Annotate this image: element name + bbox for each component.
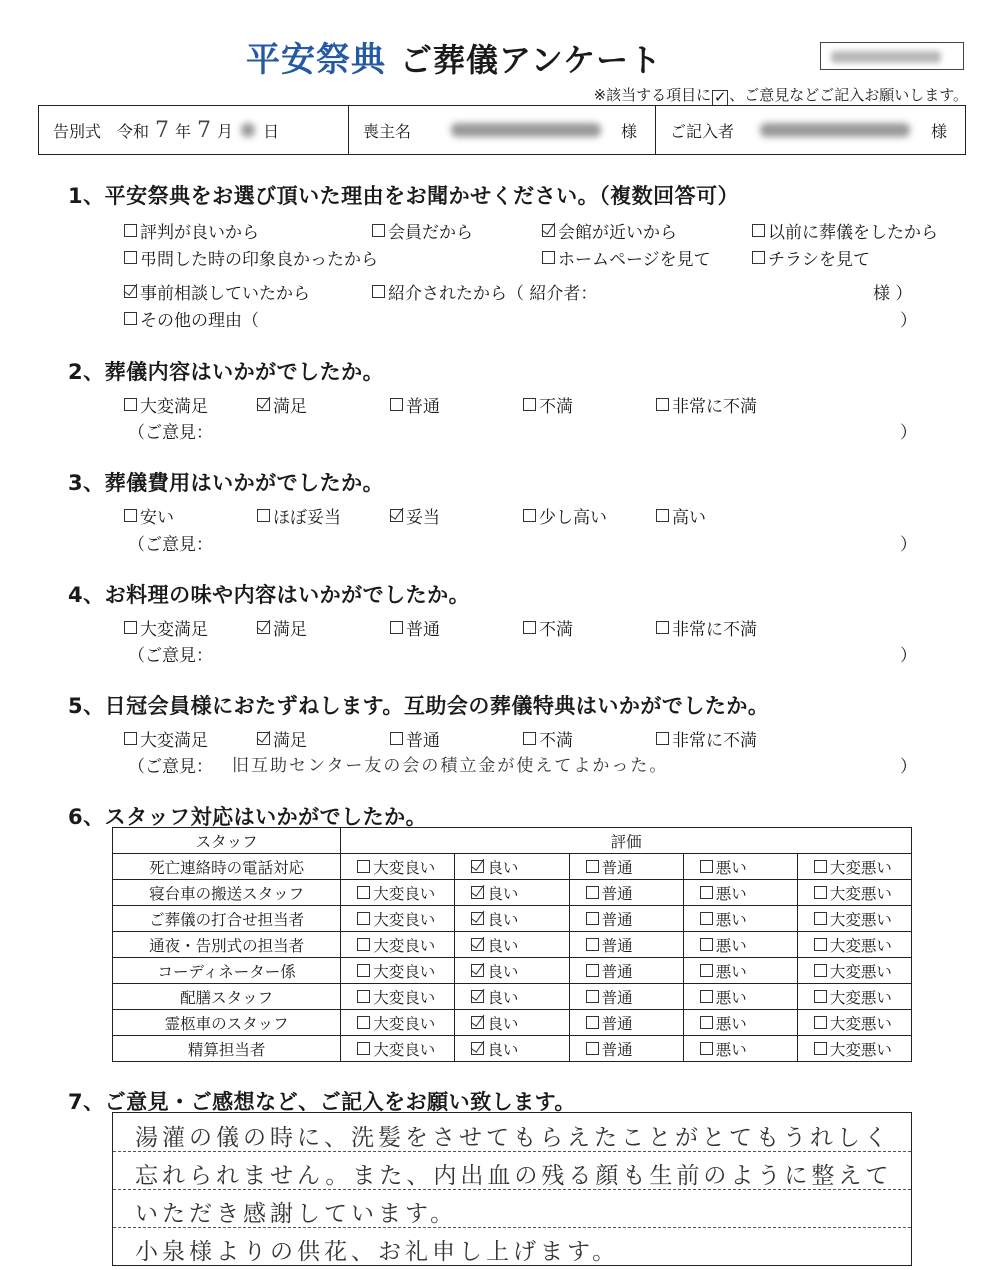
table-row xyxy=(113,1010,912,1036)
q4-close-paren: ） xyxy=(900,646,917,666)
q1-option-previous-funeral[interactable]: 以前に葬儀をしたから xyxy=(752,218,938,243)
q3-option-slightly-expensive[interactable]: 少し高い xyxy=(523,503,607,528)
rating-option[interactable] xyxy=(569,880,683,906)
checkbox[interactable] xyxy=(471,912,484,925)
checkbox[interactable] xyxy=(523,732,536,745)
q1-option-referral[interactable]: 紹介されたから（ 紹介者： xyxy=(372,279,597,304)
rating-option[interactable] xyxy=(683,906,797,932)
rating-label: 普通 xyxy=(601,1014,633,1033)
chief-mourner-cell: 喪主名 様 xyxy=(349,106,656,154)
q3-option-expensive[interactable]: 高い xyxy=(656,503,706,528)
q5-opinion-label: （ご意見： xyxy=(128,757,213,777)
checkbox[interactable] xyxy=(586,990,599,1003)
checkbox[interactable] xyxy=(586,886,599,899)
q4-option-very-dissatisfied[interactable]: 非常に不満 xyxy=(656,615,757,640)
checkbox[interactable] xyxy=(357,912,370,925)
checkbox[interactable] xyxy=(814,964,827,977)
q5-option-satisfied[interactable]: 満足 xyxy=(257,726,307,751)
checkbox[interactable] xyxy=(124,251,137,264)
comment-line-2: 忘れられません。また、内出血の残る顔も生前のように整えて xyxy=(135,1163,893,1189)
rating-option[interactable] xyxy=(797,932,911,958)
rating-option[interactable] xyxy=(341,880,455,906)
rating-label: 大変良い xyxy=(373,988,436,1007)
rating-label: 良い xyxy=(487,962,519,981)
rating-option[interactable] xyxy=(797,906,911,932)
rating-label: 大変悪い xyxy=(829,858,892,877)
comment-line-3: いただき感謝しています。 xyxy=(135,1201,458,1227)
q5-option-normal[interactable]: 普通 xyxy=(390,726,440,751)
q2-title: 2、葬儀内容はいかがでしたか。 xyxy=(68,360,385,384)
table-row xyxy=(113,854,912,880)
checkbox[interactable] xyxy=(257,732,270,745)
staff-role: ご葬儀の打合せ担当者 xyxy=(113,906,341,932)
rating-label: 良い xyxy=(487,1014,519,1033)
table-row xyxy=(113,958,912,984)
rating-option[interactable] xyxy=(455,1036,569,1062)
rating-label: 良い xyxy=(487,858,519,877)
checkbox[interactable] xyxy=(700,886,713,899)
checkbox[interactable] xyxy=(586,1016,599,1029)
q2-close-paren: ） xyxy=(900,423,917,443)
checkbox[interactable] xyxy=(471,990,484,1003)
rating-option[interactable] xyxy=(341,932,455,958)
q4-opinion-label: （ご意見： xyxy=(128,646,213,666)
staff-role: 配膳スタッフ xyxy=(113,984,341,1010)
checkbox[interactable] xyxy=(357,860,370,873)
respondent-cell: ご記入者 様 xyxy=(670,121,947,141)
rating-label: 悪い xyxy=(715,1040,747,1059)
q2-opinion-label: （ご意見： xyxy=(128,423,213,443)
rating-option[interactable] xyxy=(797,1036,911,1062)
rating-option[interactable] xyxy=(683,958,797,984)
rating-label: 普通 xyxy=(601,962,633,981)
staff-role: コーディネーター係 xyxy=(113,958,341,984)
rating-label: 悪い xyxy=(715,858,747,877)
checkbox[interactable] xyxy=(656,398,669,411)
checkbox[interactable] xyxy=(656,621,669,634)
checkbox[interactable] xyxy=(124,224,137,237)
checkbox[interactable] xyxy=(357,938,370,951)
checkbox[interactable] xyxy=(586,964,599,977)
rating-option[interactable] xyxy=(683,1010,797,1036)
q3-option-nearly-reasonable[interactable]: ほぼ妥当 xyxy=(257,503,341,528)
staff-table-body xyxy=(113,854,912,1062)
checkbox[interactable] xyxy=(390,732,403,745)
rating-label: 良い xyxy=(487,1040,519,1059)
checkbox[interactable] xyxy=(257,398,270,411)
rating-option[interactable] xyxy=(341,1036,455,1062)
rating-option[interactable] xyxy=(341,1010,455,1036)
rating-label: 良い xyxy=(487,988,519,1007)
checkbox[interactable] xyxy=(814,1016,827,1029)
checkbox[interactable] xyxy=(390,621,403,634)
checkbox[interactable] xyxy=(700,1016,713,1029)
table-row xyxy=(113,984,912,1010)
checkbox[interactable] xyxy=(471,860,484,873)
rating-option[interactable] xyxy=(341,906,455,932)
checkbox[interactable] xyxy=(542,251,555,264)
brand-name: 平安祭典 xyxy=(246,40,386,80)
checkbox[interactable] xyxy=(586,860,599,873)
checkbox[interactable] xyxy=(357,1016,370,1029)
q1-option-homepage[interactable]: ホームページを見て xyxy=(542,245,711,270)
rating-label: 普通 xyxy=(601,1040,633,1059)
rating-label: 大変悪い xyxy=(829,1040,892,1059)
rating-label: 普通 xyxy=(601,910,633,929)
q6-title: 6、スタッフ対応はいかがでしたか。 xyxy=(68,805,428,829)
q4-title: 4、お料理の味や内容はいかがでしたか。 xyxy=(68,583,471,607)
checkbox[interactable] xyxy=(700,938,713,951)
rating-label: 大変良い xyxy=(373,884,436,903)
rating-label: 悪い xyxy=(715,962,747,981)
q5-title: 5、日冠会員様におたずねします。互助会の葬儀特典はいかがでしたか。 xyxy=(68,694,770,718)
rating-label: 大変良い xyxy=(373,962,436,981)
rating-label: 大変悪い xyxy=(829,1014,892,1033)
rating-option[interactable] xyxy=(569,932,683,958)
rating-option[interactable] xyxy=(683,932,797,958)
rating-option[interactable] xyxy=(797,958,911,984)
redacted-id-box xyxy=(820,42,964,70)
rating-option[interactable] xyxy=(683,854,797,880)
q5-close-paren: ） xyxy=(900,757,917,777)
q1-option-reputation[interactable]: 評判が良いから xyxy=(124,218,259,243)
checkbox[interactable] xyxy=(124,621,137,634)
rating-option[interactable] xyxy=(683,984,797,1010)
q2-option-satisfied[interactable]: 満足 xyxy=(257,392,307,417)
rating-option[interactable] xyxy=(569,984,683,1010)
rating-option[interactable] xyxy=(569,1036,683,1062)
checkbox[interactable] xyxy=(257,621,270,634)
q3-option-cheap[interactable]: 安い xyxy=(124,503,174,528)
checkbox[interactable] xyxy=(700,1042,713,1055)
q4-option-very-satisfied[interactable]: 大変満足 xyxy=(124,615,208,640)
rating-option[interactable] xyxy=(797,1010,911,1036)
checkbox[interactable] xyxy=(390,398,403,411)
q5-option-very-satisfied[interactable]: 大変満足 xyxy=(124,726,208,751)
comment-line-4: 小泉様よりの供花、お礼申し上げます。 xyxy=(135,1239,620,1265)
staff-rating-table xyxy=(112,827,912,1062)
form-title xyxy=(246,32,663,80)
q5-option-dissatisfied[interactable]: 不満 xyxy=(523,726,573,751)
checkbox[interactable] xyxy=(586,938,599,951)
checkbox[interactable] xyxy=(357,886,370,899)
rating-label: 大変悪い xyxy=(829,936,892,955)
rating-label: 良い xyxy=(487,884,519,903)
instruction-note: ※該当する項目に ✓ 、ご意見などご記入お願いします。 xyxy=(593,86,968,106)
q1-option-condolence-impression[interactable]: 弔問した時の印象良かったから xyxy=(124,245,378,270)
redacted-day xyxy=(241,123,255,137)
rating-label: 大変悪い xyxy=(829,988,892,1007)
checkbox[interactable] xyxy=(656,732,669,745)
table-row xyxy=(113,880,912,906)
redacted-respondent-name xyxy=(760,123,910,137)
rating-option[interactable] xyxy=(455,932,569,958)
checkbox[interactable] xyxy=(814,1042,827,1055)
rating-label: 大変良い xyxy=(373,1014,436,1033)
q4-option-dissatisfied[interactable]: 不満 xyxy=(523,615,573,640)
checkbox[interactable] xyxy=(523,398,536,411)
checkbox[interactable] xyxy=(471,1042,484,1055)
checkbox[interactable] xyxy=(471,938,484,951)
checkbox[interactable] xyxy=(471,1016,484,1029)
rating-label: 大変悪い xyxy=(829,910,892,929)
rating-label: 悪い xyxy=(715,910,747,929)
q4-option-satisfied[interactable]: 満足 xyxy=(257,615,307,640)
q2-option-dissatisfied[interactable]: 不満 xyxy=(523,392,573,417)
q1-option-near-hall[interactable]: 会館が近いから xyxy=(542,218,677,243)
ceremony-info-row xyxy=(38,105,966,155)
q4-option-normal[interactable]: 普通 xyxy=(390,615,440,640)
q5-opinion-text[interactable]: 旧互助センター友の会の積立金が使えてよかった。 xyxy=(232,756,669,776)
checkbox[interactable] xyxy=(357,990,370,1003)
rating-option[interactable] xyxy=(455,906,569,932)
checkbox[interactable] xyxy=(700,964,713,977)
rating-option[interactable] xyxy=(683,1036,797,1062)
checkbox[interactable] xyxy=(586,912,599,925)
checkbox[interactable] xyxy=(390,509,403,522)
q2-option-normal[interactable]: 普通 xyxy=(390,392,440,417)
q7-title: 7、ご意見・ご感想など、ご記入をお願い致します。 xyxy=(68,1090,576,1114)
rating-label: 大変悪い xyxy=(829,884,892,903)
rating-option[interactable] xyxy=(455,880,569,906)
q2-option-very-dissatisfied[interactable]: 非常に不満 xyxy=(656,392,757,417)
rating-option[interactable] xyxy=(569,906,683,932)
q3-close-paren: ） xyxy=(900,535,917,555)
staff-role: 霊柩車のスタッフ xyxy=(113,1010,341,1036)
q1-title: 1、平安祭典をお選び頂いた理由をお聞かせください。（複数回答可） xyxy=(68,184,740,208)
rating-option[interactable] xyxy=(455,984,569,1010)
rating-option[interactable] xyxy=(455,854,569,880)
rating-label: 大変良い xyxy=(373,1040,436,1059)
checkbox[interactable] xyxy=(700,990,713,1003)
rating-label: 悪い xyxy=(715,988,747,1007)
table-row xyxy=(113,932,912,958)
q1-option-flyer[interactable]: チラシを見て xyxy=(752,245,870,270)
rating-label: 普通 xyxy=(601,936,633,955)
check-mark-icon: ✓ xyxy=(713,88,727,106)
comment-line-1: 湯灌の儀の時に、洗髪をさせてもらえたことがとてもうれしく xyxy=(135,1125,891,1151)
checkbox[interactable] xyxy=(586,1042,599,1055)
rating-label: 悪い xyxy=(715,936,747,955)
survey-title: ご葬儀アンケート xyxy=(400,41,663,79)
staff-role: 寝台車の搬送スタッフ xyxy=(113,880,341,906)
checkbox[interactable] xyxy=(700,860,713,873)
checkbox[interactable] xyxy=(814,938,827,951)
year-value[interactable]: 7 xyxy=(155,117,170,143)
q1-close-paren: ） xyxy=(900,311,917,331)
checkbox[interactable] xyxy=(523,509,536,522)
rating-option[interactable] xyxy=(569,1010,683,1036)
staff-header: スタッフ xyxy=(113,828,341,854)
rating-label: 普通 xyxy=(601,858,633,877)
checkbox[interactable] xyxy=(814,990,827,1003)
rating-label: 大変良い xyxy=(373,936,436,955)
rating-option[interactable] xyxy=(797,984,911,1010)
checkbox[interactable] xyxy=(656,509,669,522)
checkbox[interactable] xyxy=(124,398,137,411)
staff-role: 精算担当者 xyxy=(113,1036,341,1062)
checkbox[interactable] xyxy=(752,251,765,264)
checkbox[interactable] xyxy=(357,964,370,977)
rating-label: 大変悪い xyxy=(829,962,892,981)
table-row xyxy=(113,1036,912,1062)
q3-option-reasonable[interactable]: 妥当 xyxy=(390,503,440,528)
checkbox[interactable] xyxy=(124,509,137,522)
q3-title: 3、葬儀費用はいかがでしたか。 xyxy=(68,471,385,495)
month-value[interactable]: 7 xyxy=(197,117,212,143)
q1-option-other[interactable]: その他の理由（ xyxy=(124,306,259,331)
rating-option[interactable] xyxy=(797,854,911,880)
q1-option-prior-consultation[interactable]: 事前相談していたから xyxy=(124,279,310,304)
checkbox[interactable] xyxy=(372,285,385,298)
rating-option[interactable] xyxy=(341,984,455,1010)
rating-label: 普通 xyxy=(601,884,633,903)
staff-role: 通夜・告別式の担当者 xyxy=(113,932,341,958)
rating-option[interactable] xyxy=(341,854,455,880)
checkbox[interactable] xyxy=(471,964,484,977)
checkbox[interactable] xyxy=(357,1042,370,1055)
q3-opinion-label: （ご意見： xyxy=(128,535,213,555)
q2-option-very-satisfied[interactable]: 大変満足 xyxy=(124,392,208,417)
rating-option[interactable] xyxy=(683,880,797,906)
rating-label: 良い xyxy=(487,936,519,955)
comment-box[interactable] xyxy=(112,1112,912,1266)
checkbox[interactable] xyxy=(124,732,137,745)
rating-option[interactable] xyxy=(569,958,683,984)
q5-option-very-dissatisfied[interactable]: 非常に不満 xyxy=(656,726,757,751)
q1-referral-suffix: 様 ） xyxy=(873,284,913,304)
checkbox[interactable] xyxy=(814,912,827,925)
rating-label: 悪い xyxy=(715,1014,747,1033)
checkbox[interactable] xyxy=(372,224,385,237)
checkbox[interactable] xyxy=(700,912,713,925)
rating-label: 普通 xyxy=(601,988,633,1007)
rating-label: 悪い xyxy=(715,884,747,903)
rating-option[interactable] xyxy=(797,880,911,906)
redacted-chief-mourner-name xyxy=(451,123,601,137)
checkbox[interactable] xyxy=(814,860,827,873)
checkbox[interactable] xyxy=(257,509,270,522)
checkbox[interactable] xyxy=(124,312,137,325)
rating-option[interactable] xyxy=(455,958,569,984)
rating-label: 大変良い xyxy=(373,910,436,929)
checkbox[interactable] xyxy=(752,224,765,237)
checkbox[interactable] xyxy=(814,886,827,899)
rating-label: 良い xyxy=(487,910,519,929)
rating-option[interactable] xyxy=(455,1010,569,1036)
rating-header: 評価 xyxy=(341,828,912,854)
checkbox[interactable] xyxy=(542,224,555,237)
checkbox[interactable] xyxy=(523,621,536,634)
rating-option[interactable] xyxy=(341,958,455,984)
table-row xyxy=(113,906,912,932)
ceremony-date-cell: 告別式 令和 7 年 7 月 日 xyxy=(39,106,349,154)
rating-option[interactable] xyxy=(569,854,683,880)
checkbox[interactable] xyxy=(471,886,484,899)
staff-role: 死亡連絡時の電話対応 xyxy=(113,854,341,880)
checkbox[interactable] xyxy=(124,285,137,298)
q1-option-member[interactable]: 会員だから xyxy=(372,218,473,243)
rating-label: 大変良い xyxy=(373,858,436,877)
